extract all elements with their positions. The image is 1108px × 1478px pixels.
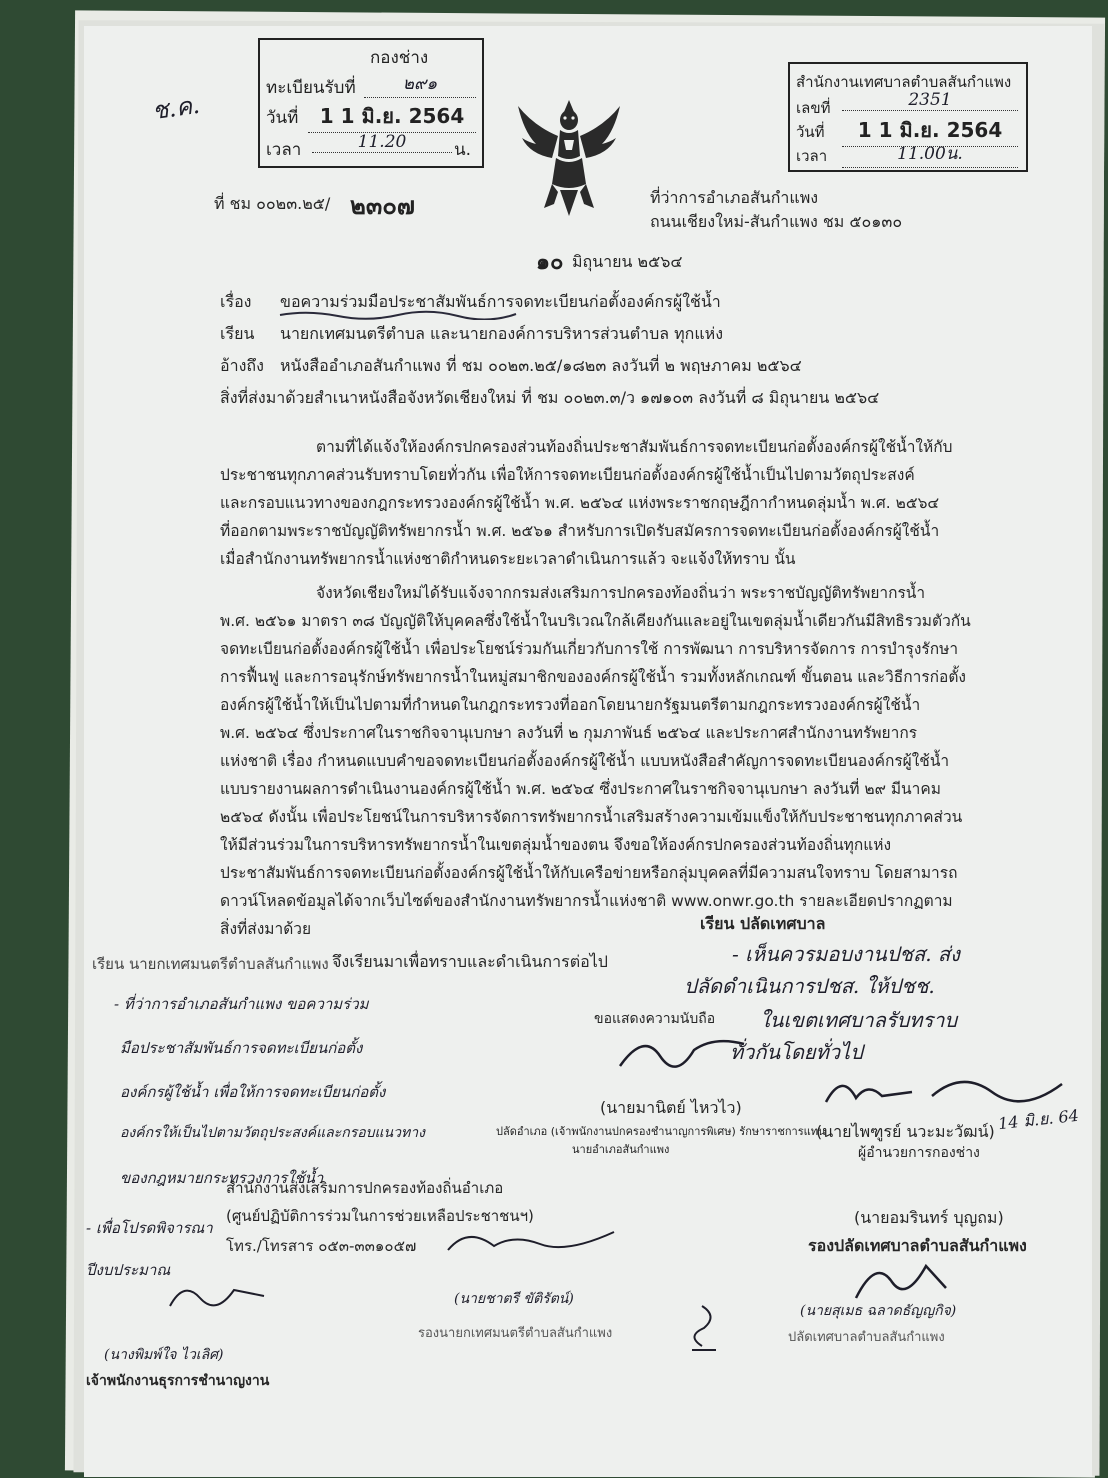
stamp-reg-label: ทะเบียนรับที่ xyxy=(266,78,356,98)
closing-text: จึงเรียนมาเพื่อทราบและดำเนินการต่อไป xyxy=(332,952,608,971)
date-month-year: มิถุนายน ๒๕๖๔ xyxy=(572,252,683,271)
clerk-name: (นายสุเมธ ฉลาดธัญญกิจ) xyxy=(800,1303,957,1319)
para2-line: แบบรายงานผลการดำเนินงานองค์กรผู้ใช้น้ำ พ.ศ. ๒๕๖๔ ซึ่งประกาศในราชกิจจานุเบกษา ลงวันที่ ๒๙ มีนาคม xyxy=(220,780,941,798)
margin-note: ช.ค. xyxy=(150,90,202,126)
left-note-name: (นางพิมพ์ใจ ไวเลิศ) xyxy=(104,1347,224,1363)
ref-text: หนังสืออำเภอสันกำแพง ที่ ชม ๐๐๒๓.๒๕/๑๘๒๓ ลงวันที่ ๒ พฤษภาคม ๒๕๖๔ xyxy=(280,356,802,375)
issuer-address-2: ถนนเชียงใหม่-สันกำแพง ชม ๕๐๑๓๐ xyxy=(650,212,903,231)
stamp-date-right: 1 1 มิ.ย. 2564 xyxy=(842,114,1018,147)
issuer-address-1: ที่ว่าการอำเภอสันกำแพง xyxy=(650,188,819,207)
clerk-staff-signature-mark xyxy=(164,1276,274,1316)
document-page xyxy=(84,26,1092,1477)
director-name: (นายไพฑูรย์ นวะมะวัฒน์) xyxy=(816,1122,995,1141)
para2-line: องค์กรผู้ใช้น้ำให้เป็นไปตามที่กำหนดในกฎกระทรวงที่ออกโดยนายกรัฐมนตรีตามกฎกระทรวงองค์กรผู้ใช้น้ำ xyxy=(220,696,921,714)
para2-line: จดทะเบียนก่อตั้งองค์กรผู้ใช้น้ำ เพื่อประโยชน์ร่วมกันเกี่ยวกับการใช้ การพัฒนา การบริหารจัดการ การบำรุงรักษา xyxy=(220,640,959,658)
right-note-line-2: ปลัดดำเนินการปชส. ให้ปชช. xyxy=(684,974,935,998)
left-note-line: ปีงบประมาณ xyxy=(86,1261,171,1279)
right-note-line-1: - เห็นควรมอบงานปชส. ส่ง xyxy=(732,942,960,966)
left-note-line: - เพื่อโปรดพิจารณา xyxy=(86,1219,213,1237)
right-note-line-3: ในเขตเทศบาลรับทราบ xyxy=(760,1008,958,1032)
doc-number-prefix: ที่ ชม ๐๐๒๓.๒๕/ xyxy=(214,194,331,213)
left-note-position: เจ้าพนักงานธุรการชำนาญงาน xyxy=(86,1373,270,1389)
right-note-line-4: ทั่วกันโดยทั่วไป xyxy=(730,1040,863,1064)
para1-line: ที่ออกตามพระราชบัญญัติทรัพยากรน้ำ พ.ศ. ๒๕๖๑ สำหรับการเปิดรับสมัครการจดทะเบียนก่อตั้งองค์กรผู้ใช้น้ำ xyxy=(220,522,940,540)
deputy-mayor-signature-mark xyxy=(444,1222,624,1262)
receipt-stamp-left xyxy=(258,38,484,168)
receipt-stamp-right xyxy=(788,62,1028,172)
signer-name: (นายมานิตย์ ไหวไว) xyxy=(600,1098,742,1117)
clerk-position: ปลัดเทศบาลตำบลสันกำแพง xyxy=(788,1330,945,1345)
ref-label: อ้างถึง xyxy=(220,356,264,375)
stamp-date: 1 1 มิ.ย. 2564 xyxy=(308,100,476,133)
stamp-no-label: เลขที่ xyxy=(796,99,831,117)
subject-text: ขอความร่วมมือประชาสัมพันธ์การจดทะเบียนก่อตั้งองค์กรผู้ใช้น้ำ xyxy=(280,292,721,311)
para2-line: ดาวน์โหลดข้อมูลได้จากเว็บไซต์ของสำนักงานทรัพยากรน้ำแห่งชาติ www.onwr.go.th รายละเอียดปรากฏตาม xyxy=(220,892,953,910)
stamp-reg-no: ๒๙๑ xyxy=(364,70,476,98)
para2-line: พ.ศ. ๒๕๖๑ มาตรา ๓๘ บัญญัติให้บุคคลซึ่งใช้น้ำในบริเวณใกล้เคียงกันและอยู่ในเขตลุ่มน้ำเดียวกันมีสิทธิรวมตัวกัน xyxy=(220,612,971,630)
deputy-mayor-name: (นายชาตรี ขัติรัตน์) xyxy=(454,1291,574,1307)
to-label: เรียน xyxy=(220,324,255,343)
para1-line: ประชาชนทุกภาคส่วนรับทราบโดยทั่วกัน เพื่อให้การจดทะเบียนก่อตั้งองค์กรผู้ใช้น้ำเป็นไปตามวัตถุประสงค์ xyxy=(220,466,915,484)
enclosure-label: สิ่งที่ส่งมาด้วย xyxy=(220,388,314,407)
left-note-line: ของกฎหมายกระทรวงการใช้น้ำ xyxy=(120,1169,324,1187)
to-text: นายกเทศมนตรีตำบล และนายกองค์การบริหารส่วนตำบล ทุกแห่ง xyxy=(280,324,724,343)
stamp-dept: กองช่าง xyxy=(370,48,429,68)
deputy-clerk-signature-mark xyxy=(846,1248,956,1308)
subject-underline-mark xyxy=(278,310,518,320)
stamp-time-label-right: เวลา xyxy=(796,147,828,165)
stamp-date-label-right: วันที่ xyxy=(796,123,825,141)
para1-line: เมื่อสำนักงานทรัพยากรน้ำแห่งชาติกำหนดระยะเวลาดำเนินการแล้ว จะแจ้งให้ทราบ นั้น xyxy=(220,550,796,568)
office-footer-1: สำนักงานส่งเสริมการปกครองท้องถิ่นอำเภอ xyxy=(226,1179,504,1197)
stamp-no: 2351 xyxy=(842,90,1018,111)
office-footer-3: โทร./โทรสาร ๐๕๓-๓๓๑๐๕๗ xyxy=(226,1237,417,1255)
small-signature-mark xyxy=(672,1296,732,1356)
para2-line: ประชาสัมพันธ์การจดทะเบียนก่อตั้งองค์กรผู้ใช้น้ำให้กับเครือข่ายหรือกลุ่มบุคคลที่มีความสนใจทราบ โดยสามารถ xyxy=(220,864,958,882)
para2-line: ๒๕๖๔ ดังนั้น เพื่อประโยชน์ในการบริหารจัดการทรัพยากรน้ำเสริมสร้างความเข้มแข็งให้กับประชาชนทุกภาคส่วน xyxy=(220,808,963,826)
signer-signature-mark xyxy=(614,1026,754,1076)
signer-position-2: นายอำเภอสันกำแพง xyxy=(572,1143,670,1156)
doc-number: ๒๓๐๗ xyxy=(350,192,415,220)
para1-line: ตามที่ได้แจ้งให้องค์กรปกครองส่วนท้องถิ่นประชาสัมพันธ์การจดทะเบียนก่อตั้งองค์กรผู้ใช้น้ำให้กับ xyxy=(316,438,953,456)
stamp-time-right: 11.00น. xyxy=(842,140,1018,168)
director-sign-date: 14 มิ.ย. 64 xyxy=(997,1105,1080,1134)
deputy-clerk-name: (นายอมรินทร์ บุญถม) xyxy=(854,1208,1004,1227)
left-note-line: องค์กรให้เป็นไปตามวัตถุประสงค์และกรอบแนวทาง xyxy=(120,1125,425,1141)
para2-line: จังหวัดเชียงใหม่ได้รับแจ้งจากกรมส่งเสริมการปกครองท้องถิ่นว่า พระราชบัญญัติทรัพยากรน้ำ xyxy=(316,584,926,602)
right-note-title: เรียน ปลัดเทศบาล xyxy=(700,914,826,933)
left-note-title: เรียน นายกเทศมนตรีตำบลสันกำแพง xyxy=(92,955,329,973)
stamp-time: 11.20 xyxy=(312,132,452,153)
enclosure-text: สำเนาหนังสือจังหวัดเชียงใหม่ ที่ ชม ๐๐๒๓.๓/ว ๑๗๑๐๓ ลงวันที่ ๘ มิถุนายน ๒๕๖๔ xyxy=(314,388,880,407)
para1-line: และกรอบแนวทางของกฎกระทรวงองค์กรผู้ใช้น้ำ พ.ศ. ๒๕๖๔ แห่งพระราชกฤษฎีกากำหนดลุ่มน้ำ พ.ศ. ๒๕๖๔ xyxy=(220,494,940,512)
stamp-time-label: เวลา xyxy=(266,140,302,160)
subject-label: เรื่อง xyxy=(220,292,252,311)
office-footer-2: (ศูนย์ปฏิบัติการร่วมในการช่วยเหลือประชาชนฯ) xyxy=(226,1207,534,1225)
stamp-office: สำนักงานเทศบาลตำบลสันกำแพง xyxy=(796,73,1012,91)
left-note-line: มือประชาสัมพันธ์การจดทะเบียนก่อตั้ง xyxy=(120,1039,363,1057)
para2-line: พ.ศ. ๒๕๖๔ ซึ่งประกาศในราชกิจจานุเบกษา ลงวันที่ ๒ กุมภาพันธ์ ๒๕๖๔ และประกาศสำนักงานทรัพยากร xyxy=(220,724,918,742)
deputy-clerk-position: รองปลัดเทศบาลตำบลสันกำแพง xyxy=(808,1236,1027,1255)
date-day: ๑๐ xyxy=(536,250,564,275)
para2-line: สิ่งที่ส่งมาด้วย xyxy=(220,920,312,938)
garuda-emblem-icon xyxy=(514,96,624,220)
para2-line: แห่งชาติ เรื่อง กำหนดแบบคำขอจดทะเบียนก่อตั้งองค์กรผู้ใช้น้ำ แบบหนังสือสำคัญการจดทะเบียนองค์กรผู้ใช้น้ำ xyxy=(220,752,950,770)
signer-position-1: ปลัดอำเภอ (เจ้าพนักงานปกครองชำนาญการพิเศษ) รักษาราชการแทน xyxy=(496,1125,826,1138)
stamp-date-label: วันที่ xyxy=(266,108,299,128)
para2-line: การฟื้นฟู และการอนุรักษ์ทรัพยากรน้ำในหมู่สมาชิกขององค์กรผู้ใช้น้ำ รวมทั้งหลักเกณฑ์ ขั้นตอน และวิธีการก่อตั้ง xyxy=(220,668,967,686)
stamp-time-unit: น. xyxy=(454,140,472,160)
left-note-line: องค์กรผู้ใช้น้ำ เพื่อให้การจดทะเบียนก่อตั้ง xyxy=(120,1083,386,1101)
para2-line: ให้มีส่วนร่วมในการบริหารทรัพยากรน้ำในเขตลุ่มน้ำของตน จึงขอให้องค์กรปกครองส่วนท้องถิ่นทุกแห่ง xyxy=(220,836,892,854)
director-position: ผู้อำนวยการกองช่าง xyxy=(858,1145,980,1161)
deputy-mayor-position: รองนายกเทศมนตรีตำบลสันกำแพง xyxy=(418,1326,613,1341)
regards-text: ขอแสดงความนับถือ xyxy=(594,1011,716,1027)
left-note-line: - ที่ว่าการอำเภอสันกำแพง ขอความร่วม xyxy=(114,995,369,1013)
